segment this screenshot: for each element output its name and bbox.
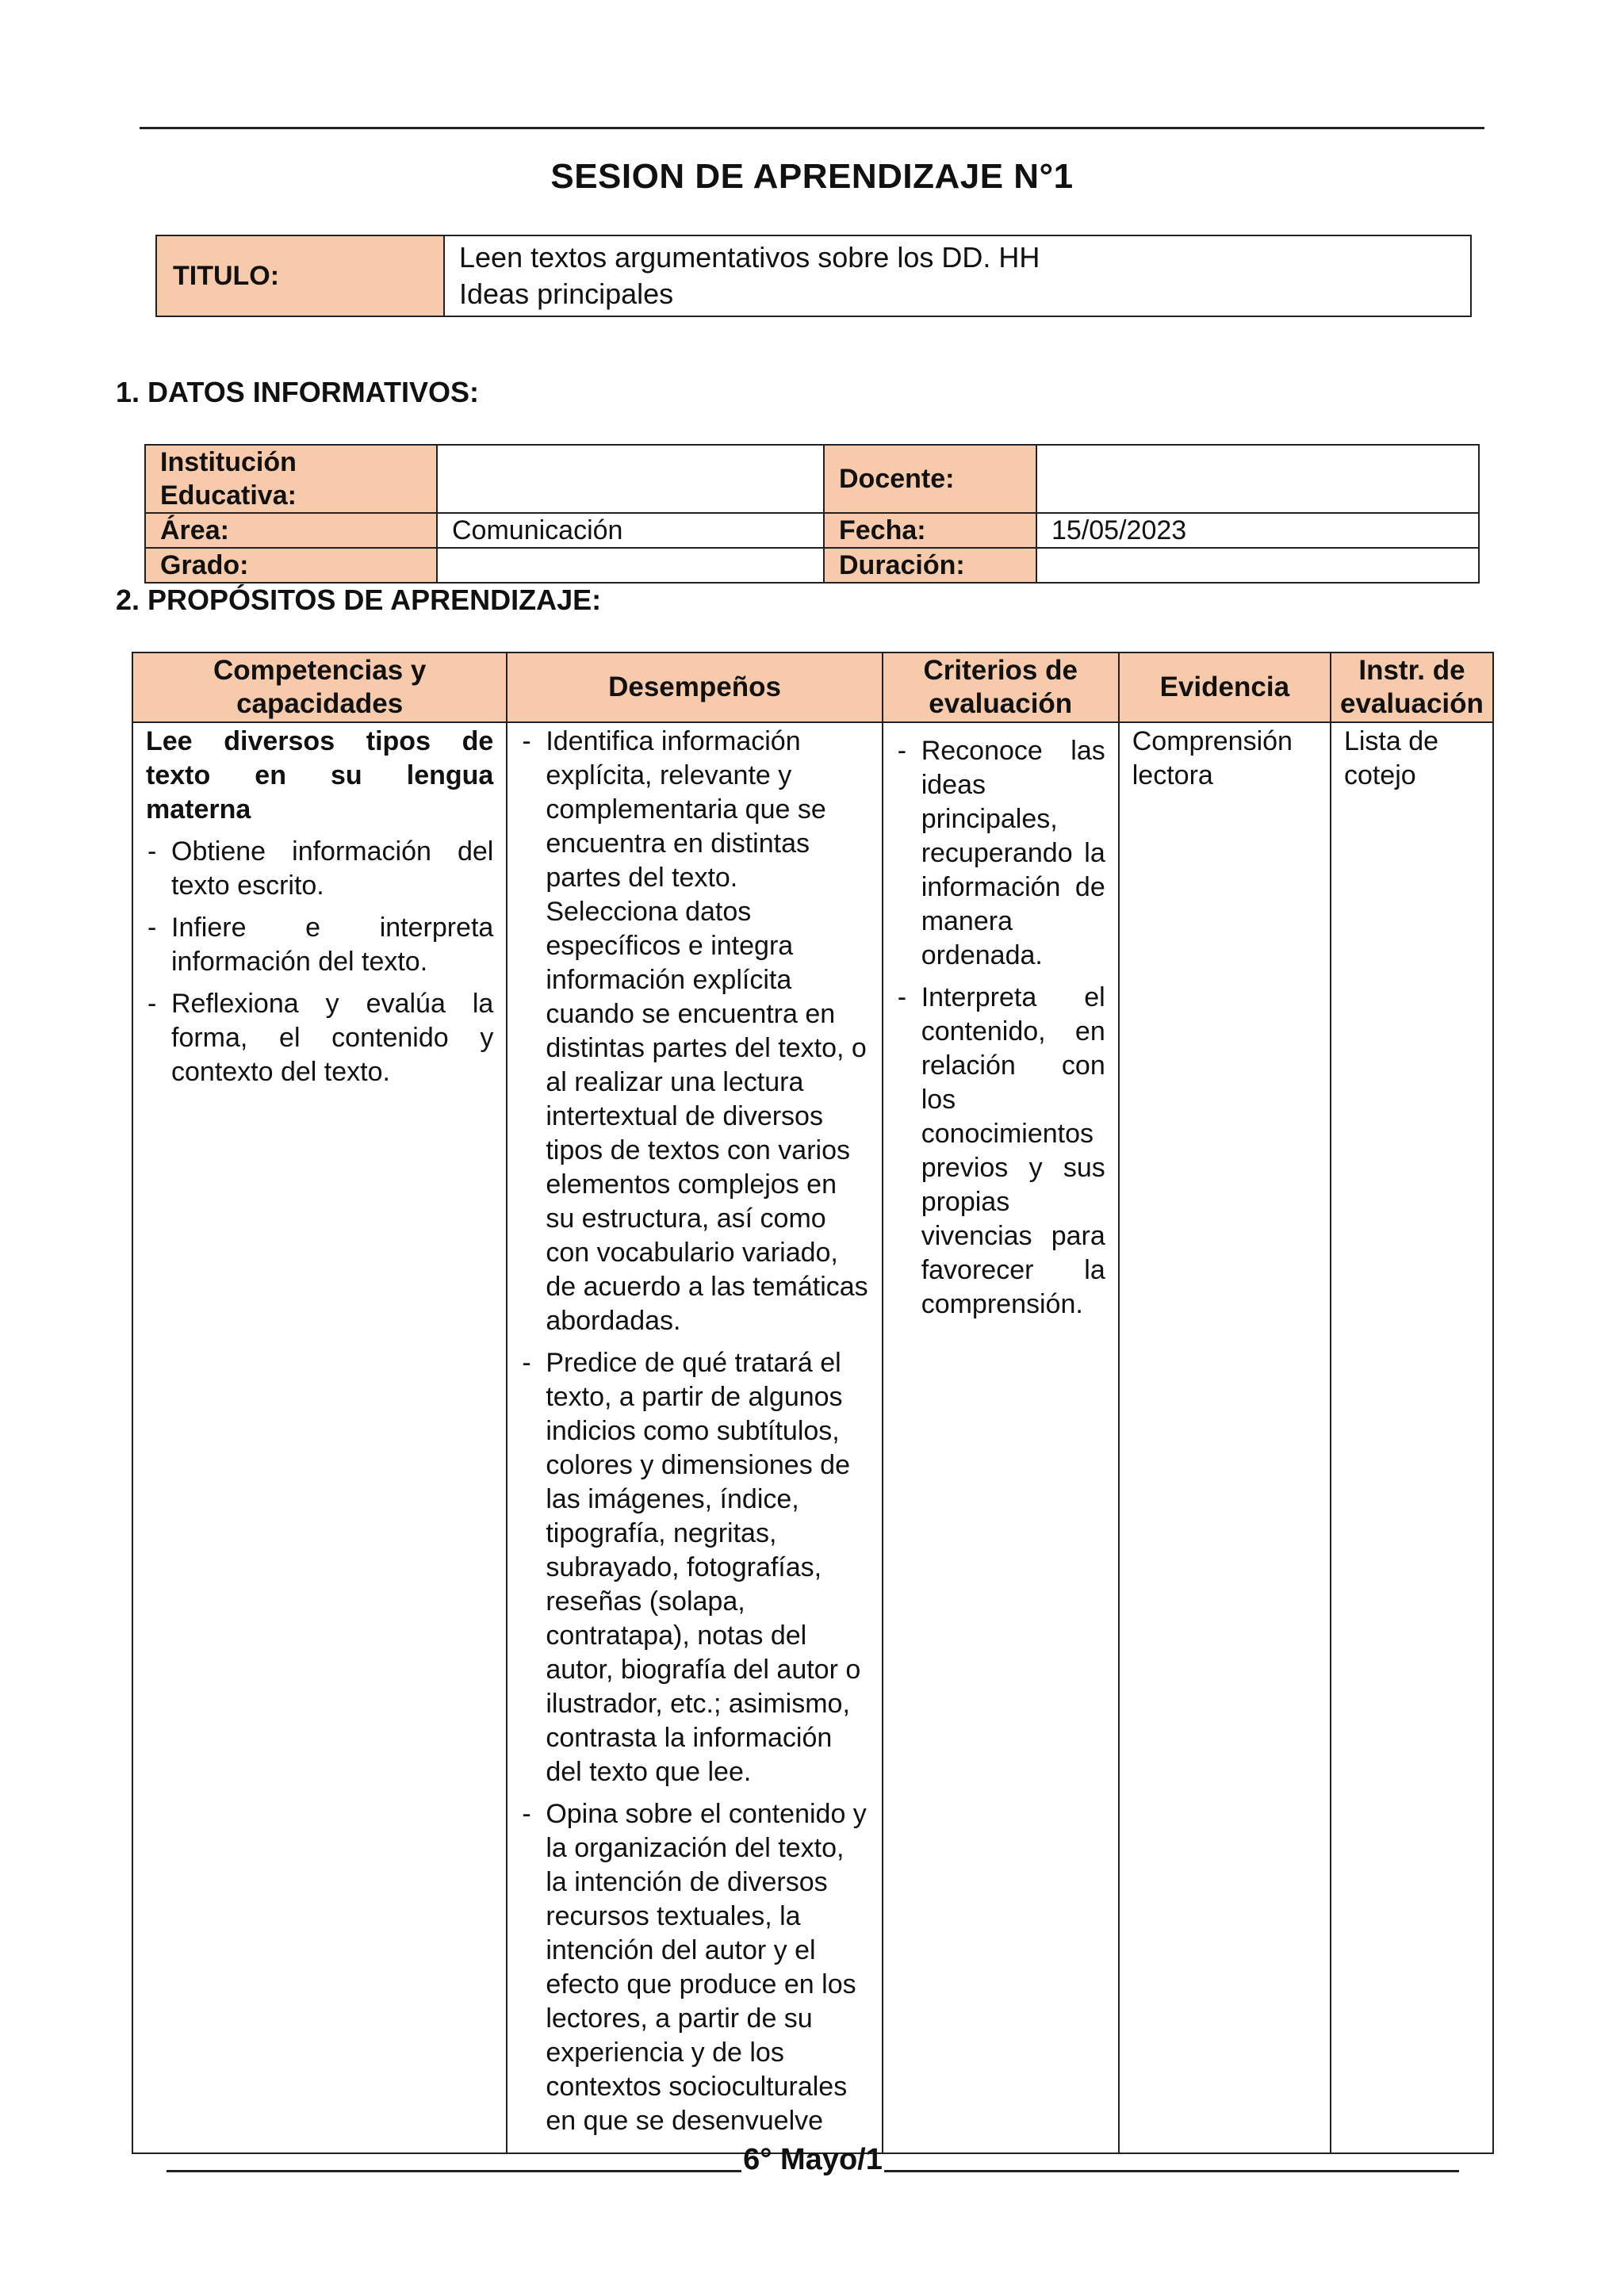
area-label: Área:	[145, 513, 437, 548]
desempenos-cell	[507, 722, 882, 2153]
duracion-value	[1036, 548, 1479, 583]
propositos-table	[132, 652, 1494, 2154]
titulo-label: TITULO:	[156, 235, 444, 316]
header-competencias: Competencias y capacidades	[132, 652, 507, 722]
fecha-label: Fecha:	[824, 513, 1036, 548]
list-item: - Reconoce las ideas principales, recuperando la información de manera ordenada.	[896, 734, 1105, 973]
section-propositos-heading: 2. PROPÓSITOS DE APRENDIZAJE:	[116, 584, 602, 616]
header-criterios: Criterios de evaluación	[883, 652, 1119, 722]
titulo-line-2: Ideas principales	[459, 277, 674, 310]
criterios-list	[896, 734, 1105, 1322]
footer-text: 6° Mayo/1	[743, 2143, 883, 2176]
institucion-label: Institución Educativa:	[145, 445, 437, 513]
page-title: SESION DE APRENDIZAJE N°1	[550, 157, 1074, 196]
fecha-value: 15/05/2023	[1036, 513, 1479, 548]
page-footer	[167, 2141, 1459, 2177]
list-item: - Predice de qué tratará el texto, a partir de algunos indicios como subtítulos, colores y dimensiones de las imágenes, índice, tipografía, negritas, subrayado, fotografías, reseñas (solapa, contratapa), notas del autor, biografía del autor o ilustrador, etc.; asimismo, contrasta la información del texto que lee.	[520, 1346, 868, 1789]
desempenos-list	[520, 725, 868, 2138]
footer-rule-right	[884, 2170, 1459, 2172]
competencia-title: Lee diversos tipos de texto en su lengua materna	[146, 726, 494, 825]
footer-rule-left	[167, 2170, 741, 2172]
list-item: - Interpreta el contenido, en relación con los conocimientos previos y sus propias vivencias para favorecer la comprensión.	[896, 981, 1105, 1322]
competencias-cell	[132, 722, 507, 2153]
docente-label: Docente:	[824, 445, 1036, 513]
section-datos-heading: 1. DATOS INFORMATIVOS:	[116, 376, 480, 408]
capacidades-list	[146, 835, 493, 1089]
grado-value	[437, 548, 824, 583]
header-desempenos: Desempeños	[507, 652, 882, 722]
docente-value	[1036, 445, 1479, 513]
list-item: - Reflexiona y evalúa la forma, el contenido y contexto del texto.	[146, 987, 493, 1089]
list-item: - Obtiene información del texto escrito.	[146, 835, 493, 903]
list-item: - Identifica información explícita, relevante y complementaria que se encuentra en distintas partes del texto. Selecciona datos específicos e integra información explícita cuando se encuentra en distintas partes del texto, o al realizar una lectura intertextual de diversos tipos de textos con varios elementos complejos en su estructura, así como con vocabulario variado, de acuerdo a las temáticas abordadas.	[520, 725, 868, 1338]
institucion-value	[437, 445, 824, 513]
grado-label: Grado:	[145, 548, 437, 583]
titulo-value	[444, 235, 1471, 316]
criterios-cell	[883, 722, 1119, 2153]
instrumento-cell: Lista de cotejo	[1331, 722, 1493, 2153]
titulo-line-1: Leen textos argumentativos sobre los DD. HH	[459, 241, 1040, 274]
evidencia-cell: Comprensión lectora	[1119, 722, 1331, 2153]
header-instrumento: Instr. de evaluación	[1331, 652, 1493, 722]
datos-table	[144, 444, 1480, 584]
area-value: Comunicación	[437, 513, 824, 548]
list-item: - Infiere e interpreta información del texto.	[146, 911, 493, 979]
list-item: - Opina sobre el contenido y la organización del texto, la intención de diversos recursos textuales, la intención del autor y el efecto que produce en los lectores, a partir de su experiencia y de los contextos socioculturales en que se desenvuelve	[520, 1797, 868, 2138]
top-rule	[140, 127, 1484, 129]
duracion-label: Duración:	[824, 548, 1036, 583]
titulo-table	[155, 235, 1472, 317]
header-evidencia: Evidencia	[1119, 652, 1331, 722]
